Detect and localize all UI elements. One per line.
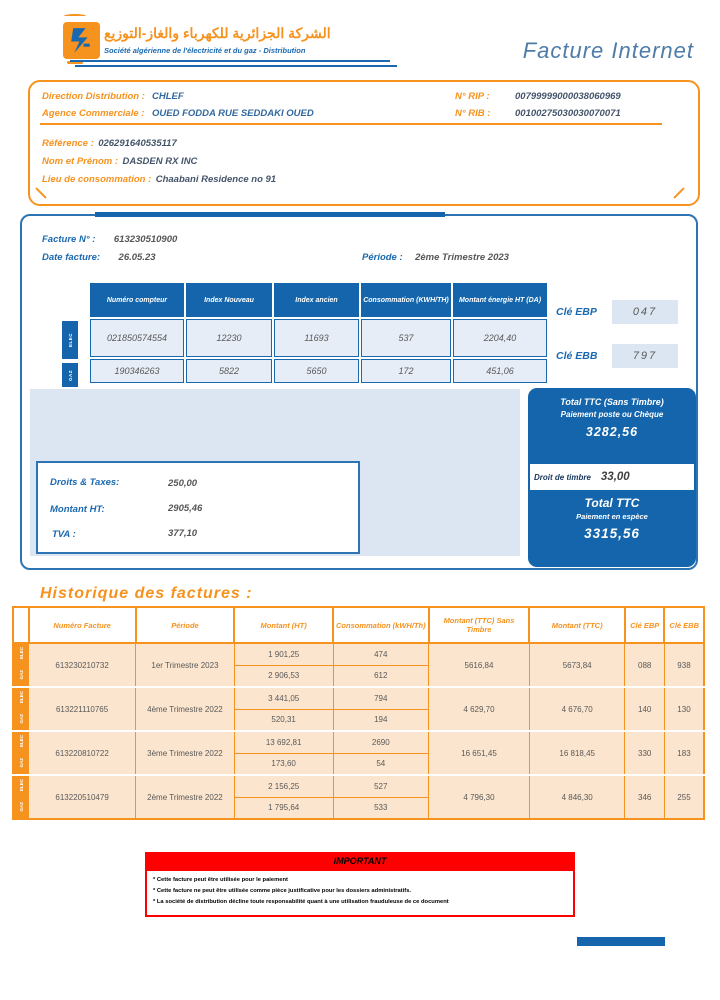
meter-row-elec <box>90 319 547 357</box>
agence-label: Agence Commerciale : <box>42 108 145 119</box>
gaz-consommation: 172 <box>361 359 451 383</box>
header-rule <box>70 60 390 62</box>
header-rule <box>75 65 397 67</box>
cle-ebp-value: 047 <box>612 300 678 324</box>
facture-date-label: Date facture: <box>42 252 101 263</box>
history-elec-tab: ELEC <box>13 643 29 665</box>
document-title: Facture Internet <box>522 38 694 63</box>
reference-label: Référence : <box>42 138 94 149</box>
historique-header-consommation: Consommation (kWH/Th) <box>333 607 429 643</box>
history-ttc: 16 818,45 <box>529 731 625 775</box>
history-row <box>13 731 704 753</box>
elec-consommation: 537 <box>361 319 451 357</box>
direction-label: Direction Distribution : <box>42 91 145 102</box>
history-cle-ebp: 346 <box>625 775 664 819</box>
history-cle-ebp: 330 <box>625 731 664 775</box>
history-ttc-sans-timbre: 16 651,45 <box>429 731 530 775</box>
meter-header-montant: Montant énergie HT (DA) <box>453 283 547 317</box>
agence-value: OUED FODDA RUE SEDDAKI OUED <box>152 108 314 119</box>
rib-label: N° RIB : <box>455 108 491 119</box>
history-numero: 613220510479 <box>29 775 136 819</box>
history-cons-gaz: 612 <box>333 665 429 687</box>
history-row <box>13 643 704 665</box>
facture-numero-value: 613230510900 <box>113 234 178 245</box>
cle-ebp-label: Clé EBP <box>556 306 597 318</box>
droit-timbre-row <box>530 464 694 490</box>
direction-value: CHLEF <box>152 91 184 102</box>
history-ht-elec: 13 692,81 <box>234 731 333 753</box>
history-cons-elec: 2690 <box>333 731 429 753</box>
elec-montant: 2204,40 <box>453 319 547 357</box>
history-ht-gaz: 2 906,53 <box>234 665 333 687</box>
footer-bar <box>577 937 665 946</box>
history-periode: 2ème Trimestre 2022 <box>136 775 235 819</box>
historique-header-ttc-sans-timbre: Montant (TTC) Sans Timbre <box>429 607 530 643</box>
gaz-tab: GAZ <box>62 363 78 387</box>
history-ht-elec: 3 441,05 <box>234 687 333 709</box>
rip-value: 00799999000038060969 <box>515 91 621 102</box>
meter-table <box>88 281 549 385</box>
total-ttc-value: 3315,56 <box>584 526 640 541</box>
history-ht-elec: 1 901,25 <box>234 643 333 665</box>
important-banner: IMPORTANT <box>145 852 575 869</box>
history-cons-gaz: 194 <box>333 709 429 731</box>
important-line: * Cette facture peut être utilisée pour le paiement <box>153 877 288 883</box>
history-elec-tab: ELEC <box>13 731 29 753</box>
facture-numero-label: Facture N° : <box>42 234 96 245</box>
history-cle-ebp: 088 <box>625 643 664 687</box>
reference-value: 026291640535117 <box>98 138 177 149</box>
history-cons-elec: 794 <box>333 687 429 709</box>
history-row <box>13 687 704 709</box>
periode-value: 2ème Trimestre 2023 <box>415 252 509 263</box>
facture-date-value: 26.05.23 <box>118 252 156 263</box>
meter-row-gaz <box>90 359 547 383</box>
history-periode: 4ème Trimestre 2022 <box>136 687 235 731</box>
meter-header-row <box>90 283 547 317</box>
history-gaz-tab: GAZ <box>13 753 29 775</box>
brand-name-arabic: الشركة الجزائرية للكهرباء والغاز-التوزيع <box>104 25 331 41</box>
important-line: * La société de distribution décline toute responsabilité quant à une utilisation frauduleuse de ce document <box>153 899 449 905</box>
brand-name-french: Société algérienne de l'électricité et du gaz - Distribution <box>104 46 306 55</box>
total-sans-timbre-value: 3282,56 <box>585 425 639 439</box>
client-box-divider <box>40 123 662 125</box>
montant-ht-label: Montant HT: <box>50 504 105 515</box>
gaz-index-ancien: 5650 <box>274 359 359 383</box>
history-numero: 613221110765 <box>29 687 136 731</box>
history-cle-ebp: 140 <box>625 687 664 731</box>
elec-tab: ELEC <box>62 321 78 359</box>
total-ttc-title: Total TTC <box>584 496 640 510</box>
total-ttc-subtitle: Paiement en espèce <box>576 512 648 521</box>
history-ttc: 5673,84 <box>529 643 625 687</box>
history-ht-gaz: 173,60 <box>234 753 333 775</box>
droit-timbre-label: Droit de timbre <box>534 472 591 482</box>
historique-header-montant-ht: Montant (HT) <box>234 607 333 643</box>
elec-index-nouveau: 12230 <box>186 319 272 357</box>
meter-header-compteur: Numéro compteur <box>90 283 184 317</box>
lieu-label: Lieu de consommation : <box>42 174 152 185</box>
history-elec-tab: ELEC <box>13 775 29 797</box>
cle-ebb-value: 797 <box>612 344 678 368</box>
facture-box-accent <box>95 212 445 217</box>
history-ttc-sans-timbre: 4 629,70 <box>429 687 530 731</box>
logo-flourish <box>64 14 86 18</box>
history-periode: 3ème Trimestre 2022 <box>136 731 235 775</box>
periode-label: Période : <box>362 252 403 263</box>
total-sans-timbre-subtitle: Paiement poste ou Chèque <box>560 410 664 419</box>
tva-value: 377,10 <box>168 528 198 539</box>
gaz-index-nouveau: 5822 <box>186 359 272 383</box>
history-cons-elec: 474 <box>333 643 429 665</box>
history-ttc: 4 846,30 <box>529 775 625 819</box>
history-ttc: 4 676,70 <box>529 687 625 731</box>
history-cle-ebb: 938 <box>664 643 704 687</box>
elec-index-ancien: 11693 <box>274 319 359 357</box>
historique-header-numero: Numéro Facture <box>29 607 136 643</box>
lieu-value: Chaabani Residence no 91 <box>155 174 277 185</box>
history-ht-gaz: 520,31 <box>234 709 333 731</box>
history-cons-gaz: 533 <box>333 797 429 819</box>
history-row <box>13 775 704 797</box>
historique-header-periode: Période <box>136 607 235 643</box>
meter-header-consommation: Consommation (KWH/TH) <box>361 283 451 317</box>
droit-timbre-value: 33,00 <box>600 471 630 483</box>
history-ttc-sans-timbre: 5616,84 <box>429 643 530 687</box>
elec-compteur: 021850574554 <box>90 319 184 357</box>
history-cons-elec: 527 <box>333 775 429 797</box>
history-cle-ebb: 255 <box>664 775 704 819</box>
history-gaz-tab: GAZ <box>13 709 29 731</box>
meter-header-index-nouveau: Index Nouveau <box>186 283 272 317</box>
history-ht-elec: 2 156,25 <box>234 775 333 797</box>
gaz-montant: 451,06 <box>453 359 547 383</box>
historique-table <box>12 606 705 820</box>
history-cons-gaz: 54 <box>333 753 429 775</box>
montant-ht-value: 2905,46 <box>168 503 203 514</box>
historique-header-cle-ebb: Clé EBB <box>664 607 704 643</box>
history-ttc-sans-timbre: 4 796,30 <box>429 775 530 819</box>
history-gaz-tab: GAZ <box>13 797 29 819</box>
historique-header-type <box>13 607 29 643</box>
historique-header-ttc: Montant (TTC) <box>529 607 625 643</box>
nom-value: DASDEN RX INC <box>122 156 198 167</box>
meter-header-index-ancien: Index ancien <box>274 283 359 317</box>
history-numero: 613230210732 <box>29 643 136 687</box>
rib-value: 00100275030030070071 <box>515 108 621 119</box>
history-numero: 613220810722 <box>29 731 136 775</box>
history-ht-gaz: 1 795,64 <box>234 797 333 819</box>
gaz-compteur: 190346263 <box>90 359 184 383</box>
historique-title: Historique des factures : <box>40 585 253 602</box>
nom-label: Nom et Prénom : <box>42 156 119 167</box>
tva-label: TVA : <box>52 529 76 540</box>
rip-label: N° RIP : <box>455 91 490 102</box>
droits-taxes-label: Droits & Taxes: <box>50 477 120 488</box>
historique-header-row <box>13 607 704 643</box>
total-ttc-box <box>528 388 696 567</box>
sonelgaz-logo-icon <box>63 22 100 59</box>
history-gaz-tab: GAZ <box>13 665 29 687</box>
cle-ebb-label: Clé EBB <box>556 350 598 362</box>
lightning-bolt-icon <box>66 25 97 56</box>
history-elec-tab: ELEC <box>13 687 29 709</box>
history-cle-ebb: 183 <box>664 731 704 775</box>
total-sans-timbre-title: Total TTC (Sans Timbre) <box>560 397 664 407</box>
droits-taxes-value: 250,00 <box>168 478 198 489</box>
important-line: * Cette facture ne peut être utilisée comme pièce justificative pour les dossiers administratifs. <box>153 888 412 894</box>
history-periode: 1er Trimestre 2023 <box>136 643 235 687</box>
important-notice <box>145 869 575 917</box>
history-cle-ebb: 130 <box>664 687 704 731</box>
historique-header-cle-ebp: Clé EBP <box>625 607 664 643</box>
